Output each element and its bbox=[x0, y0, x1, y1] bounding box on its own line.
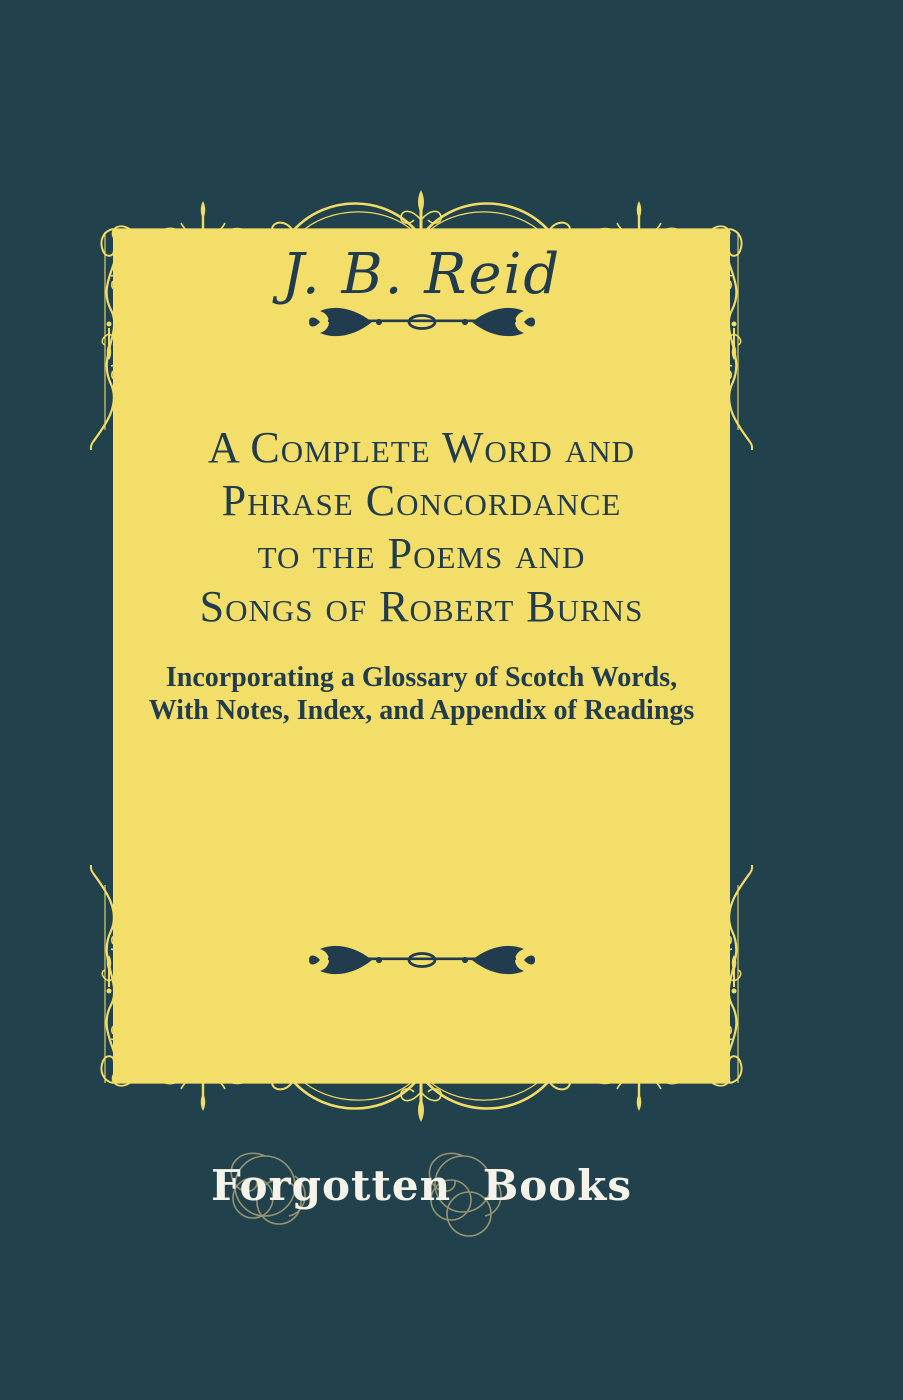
title-line: Songs of Robert Burns bbox=[199, 582, 644, 631]
subtitle-line: Incorporating a Glossary of Scotch Words, bbox=[165, 662, 678, 693]
book-subtitle bbox=[113, 661, 730, 727]
title-line: A Complete Word and bbox=[208, 423, 635, 472]
cover-panel bbox=[113, 229, 730, 1083]
title-line: to the Poems and bbox=[257, 529, 586, 578]
subtitle-line: With Notes, Index, and Appendix of Readings bbox=[148, 695, 695, 726]
title-line: Phrase Concordance bbox=[221, 476, 622, 525]
arrow-rule-divider-icon bbox=[308, 300, 536, 344]
publisher-logo-text: Forgotten Books bbox=[211, 1161, 632, 1210]
publisher-logo bbox=[113, 1146, 730, 1266]
arrow-rule-divider-icon bbox=[308, 938, 536, 982]
author-name: J. B. Reid bbox=[281, 242, 562, 307]
book-title bbox=[113, 421, 730, 633]
